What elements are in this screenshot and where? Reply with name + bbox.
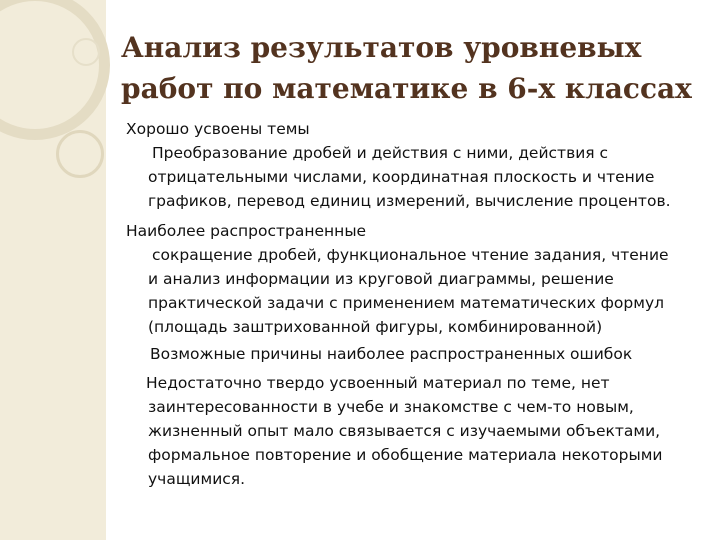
section-line: формальное повторение и обобщение материала некоторыми (148, 446, 663, 464)
section-line: Недостаточно твердо усвоенный материал по теме, нет (146, 374, 610, 392)
section-line: (площадь заштрихованной фигуры, комбинированной) (148, 318, 603, 336)
decorative-ring-thin (72, 38, 100, 66)
section-line: заинтересованности в учебе и знакомстве с чем-то новым, (148, 398, 634, 416)
section-line: учащимися. (148, 470, 246, 488)
section-line: жизненный опыт мало связывается с изучаемыми объектами, (148, 422, 661, 440)
section-line: отрицательными числами, координатная плоскость и чтение (148, 168, 655, 186)
section-heading-possible-causes: Возможные причины наиболее распространенных ошибок (150, 345, 633, 363)
section-line: Преобразование дробей и действия с ними, действия с (152, 144, 609, 162)
slide-title (121, 27, 701, 109)
section-heading-well-learned: Хорошо усвоены темы (126, 120, 310, 138)
slide-title-line-2: работ по математике в 6-х классах (121, 72, 692, 105)
section-line: графиков, перевод единиц измерений, вычисление процентов. (148, 192, 671, 210)
slide-title-line-1: Анализ результатов уровневых (121, 31, 642, 64)
section-heading-common-errors: Наиболее распространенные (126, 222, 367, 240)
section-line: практической задачи с применением математических формул (148, 294, 665, 312)
section-line: и анализ информации из круговой диаграммы, решение (148, 270, 614, 288)
decorative-ring-small (56, 130, 104, 178)
section-line: сокращение дробей, функциональное чтение задания, чтение (152, 246, 669, 264)
